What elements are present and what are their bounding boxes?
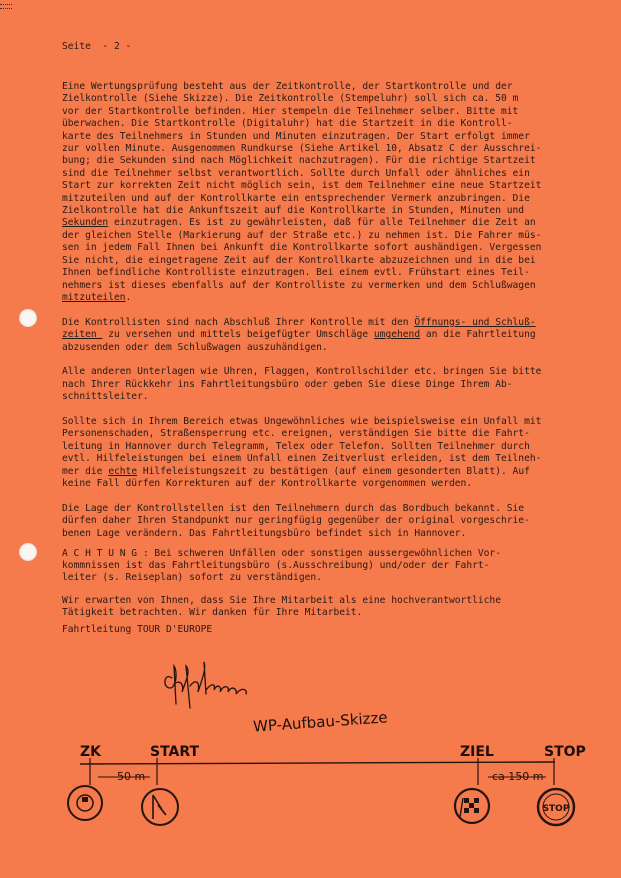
line: nach Ihrer Rückkehr ins Fahrtleitungsbüro oder geben Sie diese Dinge Ihrem Ab-: [62, 378, 513, 390]
line: mer die: [62, 465, 109, 477]
line: .: [125, 291, 132, 303]
line: benen Lage verändern. Das Fahrtleitungsbüro befindet sich in Hannover.: [62, 527, 467, 539]
sketch-title: WP-Aufbau-Skizze: [252, 708, 389, 736]
line: abzusenden oder dem Schlußwagen auszuhändigen.: [62, 341, 328, 353]
line: Sollte sich in Ihrem Bereich etwas Ungewöhnliches wie beispielsweise ein Unfall mit: [62, 415, 542, 427]
line: Personenschaden, Straßensperrung etc. ereignen, verständigen Sie bitte die Fahrt-: [62, 428, 530, 440]
line: schnittsleiter.: [62, 391, 149, 403]
page-header: Seite - 2 -: [62, 41, 132, 52]
line: keine Fall dürfen Korrekturen auf der Kontrollkarte vorgenommen werden.: [62, 477, 473, 489]
label-ziel: ZIEL: [460, 744, 494, 760]
line: bung; die Sekunden sind nach Möglichkeit nachzutragen). Für die richtige Startzeit: [62, 155, 536, 167]
paragraph-wertungspruefung: [62, 81, 582, 304]
distance-right: ca 150 m: [492, 770, 544, 783]
stop-sign-icon: [538, 789, 574, 825]
underlined-word: echte: [108, 465, 138, 477]
line: Wir erwarten von Ihnen, dass Sie Ihre Mitarbeit als eine hochverantwortliche: [62, 594, 501, 606]
signoff: Fahrtleitung TOUR D'EUROPE: [62, 623, 213, 635]
label-stop: STOP: [544, 744, 586, 760]
underlined-word: mitzuteilen: [62, 291, 126, 303]
stamp-clock-icon: [68, 786, 102, 820]
line: an die Fahrtleitung: [420, 329, 536, 341]
paragraph-kontrollisten: [62, 317, 582, 354]
setup-sketch: [60, 755, 580, 845]
line: leitung in Hannover durch Telegramm, Telex oder Telefon. Sollten Teilnehmer durch: [62, 440, 530, 452]
stop-sign-text: STOP: [542, 804, 570, 814]
paragraph-unterlagen: [62, 366, 582, 403]
line: Alle anderen Unterlagen wie Uhren, Flaggen, Kontrollschilder etc. bringen Sie bitte: [62, 366, 542, 378]
label-zk: ZK: [80, 744, 101, 760]
underlined-phrase: zeiten: [62, 329, 103, 341]
paragraph-achtung: [62, 548, 582, 584]
punch-hole-bottom: [19, 543, 37, 561]
line: vor der Startkontrolle befinden. Hier stempeln die Teilnehmer selber. Bitte mit: [62, 105, 519, 117]
line: karte des Teilnehmers in Stunden und Minuten einzutragen. Der Start erfolgt immer: [62, 130, 530, 142]
underlined-word: Sekunden: [62, 217, 109, 229]
line: Ihnen befindliche Kontrolliste einzutragen. Bei einem evtl. Frühstart eines Teil-: [62, 267, 530, 279]
line: überwachen. Die Startkontrolle (Digitaluhr) hat die Startzeit in die Kontroll-: [62, 118, 513, 130]
line: evtl. Hilfeleistungen bei einem Unfall einen Zeitverlust erleiden, ist dem Teilneh-: [62, 453, 542, 465]
underlined-word: umgehend: [373, 329, 421, 341]
line: Eine Wertungsprüfung besteht aus der Zeitkontrolle, der Startkontrolle und der: [62, 81, 513, 92]
line: mitzuteilen und auf der Kontrollkarte ein entsprechender Vermerk anzubringen. Die: [62, 192, 530, 204]
line: leiter (s. Reiseplan) sofort zu verständigen.: [62, 572, 322, 584]
document-body: [62, 81, 582, 649]
line: A C H T U N G : Bei schweren Unfällen oder sonstigen aussergewöhnlichen Vor-: [62, 548, 501, 560]
paragraph-ungewoehnliches: [62, 416, 582, 490]
line: Sie nicht, die eingetragene Zeit auf der Kontrollkarte abzuzeichnen und in die bei: [62, 254, 536, 266]
paragraph-closing: [62, 595, 582, 620]
label-start: START: [150, 744, 200, 760]
line: zu versehen und mittels beigefügter Umschläge: [102, 329, 374, 341]
line: Die Kontrollisten sind nach Abschluß Ihrer Kontrolle mit den: [62, 316, 415, 328]
line: Zielkontrolle hat die Ankunftszeit auf die Kontrollkarte in Stunden, Minuten und: [62, 205, 525, 217]
line: zur vollen Minute. Ausgenommen Rundkurse (Siehe Artikel 10, Absatz C der Ausschrei-: [62, 143, 542, 155]
line: dürfen daher Ihren Standpunkt nur geringfügig gegenüber der original vorgeschrie-: [62, 515, 530, 527]
underlined-phrase: Öffnungs- und Schluß-: [414, 316, 536, 328]
distance-left: 50 m: [117, 770, 146, 783]
checkered-flag-icon: [455, 789, 489, 823]
handwritten-signature: [160, 648, 280, 726]
digital-clock-icon: [142, 789, 178, 825]
road-line: [80, 762, 555, 764]
line: Start zur korrekten Zeit nicht möglich sein, ist dem Teilnehmer eine neue Startzeit: [62, 180, 542, 192]
line: der gleichen Stelle (Markierung auf der Straße etc.) zu nehmen ist. Die Fahrer müs-: [62, 229, 542, 241]
line: kommnissen ist das Fahrtleitungsbüro (s.Ausschreibung) und/oder der Fahrt-: [62, 560, 490, 572]
corner-mark: [0, 4, 12, 9]
punch-hole-top: [19, 309, 37, 327]
line: Hilfeleistungszeit zu bestätigen (auf einem gesonderten Blatt). Auf: [137, 465, 530, 477]
line: nehmers ist dieses ebenfalls auf der Kontrolliste zu vermerken und dem Schlußwagen: [62, 279, 536, 291]
line: Tätigkeit betrachten. Wir danken für Ihre Mitarbeit.: [62, 607, 363, 619]
line: sen in jedem Fall Ihnen bei Ankunft die Kontrollkarte sofort aushändigen. Vergessen: [62, 242, 542, 254]
line: einzutragen. Es ist zu gewährleisten, daß für alle Teilnehmer die Zeit an: [108, 217, 536, 229]
paragraph-lage: [62, 503, 582, 540]
line: Zielkontrolle (Siehe Skizze). Die Zeitkontrolle (Stempeluhr) soll sich ca. 50 m: [62, 93, 519, 105]
line: Die Lage der Kontrollstellen ist den Teilnehmern durch das Bordbuch bekannt. Sie: [62, 502, 525, 514]
line: sind die Teilnehmer selbst verantwortlich. Sollte durch Unfall oder ähnliches ein: [62, 167, 530, 179]
